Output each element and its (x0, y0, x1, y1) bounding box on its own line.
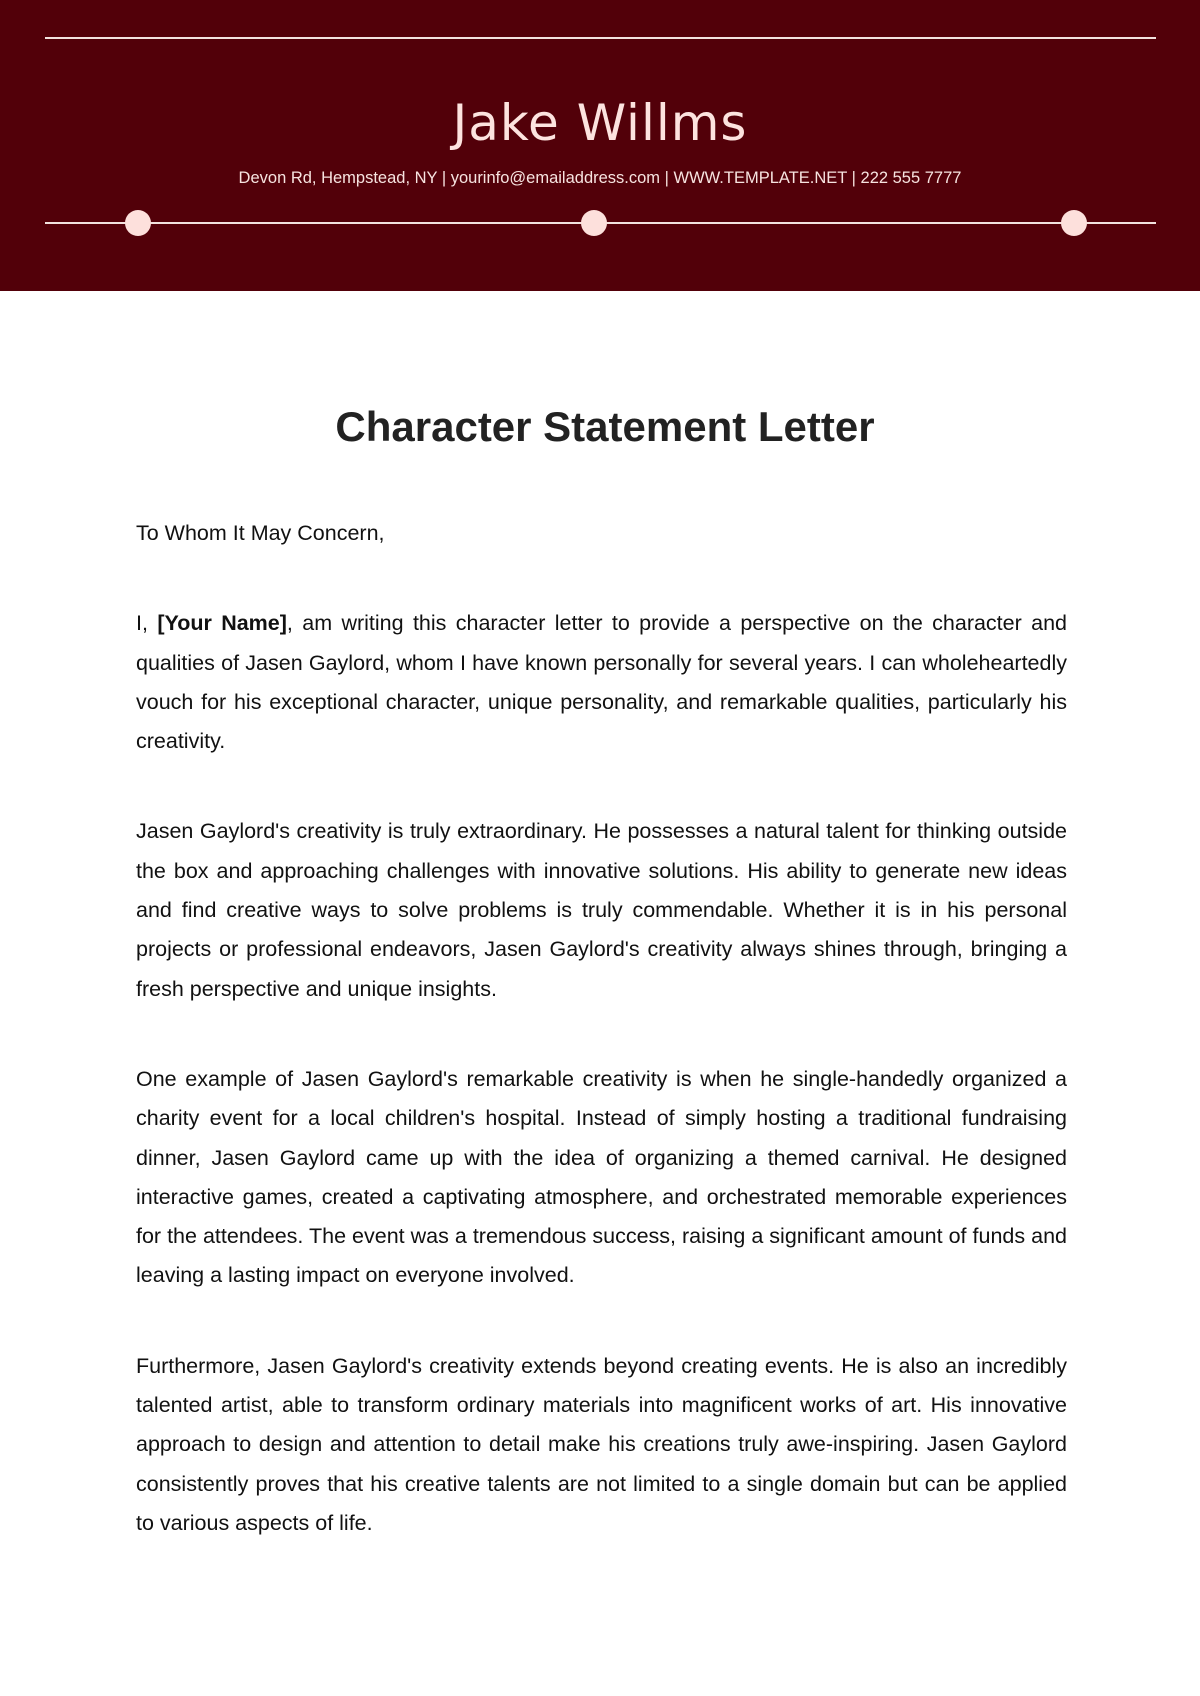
sender-name: Jake Willms (452, 94, 748, 152)
paragraph-creativity: Jasen Gaylord's creativity is truly extraordinary. He possesses a natural talent for thinking outside the box and approaching challenges with innovative solutions. His ability to generate new ideas and find creative ways to solve problems is truly commendable. Whether it is in his personal projects or professional endeavors, Jasen Gaylord's creativity always shines through, bringing a fresh perspective and unique insights. (136, 819, 1067, 1001)
salutation: To Whom It May Concern, (136, 521, 385, 545)
top-divider-line (45, 37, 1156, 39)
intro-text: , am writing this character letter to provide a perspective on the character and qualities of Jasen Gaylord, whom I have known personally for several years. I can wholeheartedly vouch for his exceptional character, unique personality, and remarkable qualities, particularly his creativity. (136, 611, 1067, 754)
decorative-dot-right (1061, 210, 1087, 236)
paragraph-intro (136, 604, 1067, 761)
letterhead-banner (0, 0, 1200, 291)
intro-prefix: I, (136, 611, 158, 636)
paragraph-charity-example: One example of Jasen Gaylord's remarkable creativity is when he single-handedly organized a charity event for a local children's hospital. Instead of simply hosting a traditional fundraising dinner, Jasen Gaylord came up with the idea of organizing a themed carnival. He designed interactive games, created a captivating atmosphere, and orchestrated memorable experiences for the attendees. The event was a tremendous success, raising a significant amount of funds and leaving a lasting impact on everyone involved. (136, 1066, 1067, 1288)
paragraph-artist: Furthermore, Jasen Gaylord's creativity extends beyond creating events. He is also an incredibly talented artist, able to transform ordinary materials into magnificent works of art. His innovative approach to design and attention to detail make his creations truly awe-inspiring. Jasen Gaylord consistently proves that his creative talents are not limited to a single domain but can be applied to various aspects of life. (136, 1353, 1067, 1535)
letter-title: Character Statement Letter (335, 403, 875, 450)
letter-body (136, 514, 1067, 1594)
decorative-dot-center (581, 210, 607, 236)
decorative-dot-left (125, 210, 151, 236)
your-name-placeholder: [Your Name] (157, 611, 287, 636)
sender-contact-info: Devon Rd, Hempstead, NY | yourinfo@emailaddress.com | WWW.TEMPLATE.NET | 222 555 7777 (238, 169, 962, 187)
